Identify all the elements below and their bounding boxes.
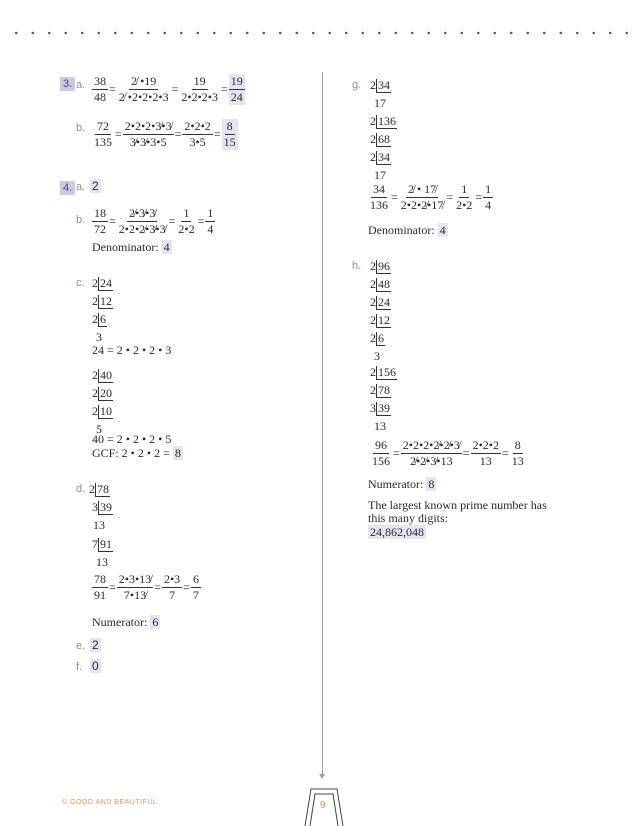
numerator-4d: Numerator: 6 xyxy=(92,615,159,629)
answer-4f: 0 xyxy=(92,659,99,673)
factor-ladder-136: 2 136 2 68 2 34 17 xyxy=(370,114,396,182)
problem-4c-label: c. xyxy=(76,277,85,289)
problem-4d-label: d. xyxy=(76,483,86,495)
problem-3-number: 3. xyxy=(60,76,75,91)
factor-ladder-96: 2 96 2 48 2 24 2 12 2 6 3 xyxy=(370,259,390,363)
gcf-line: GCF: 2 • 2 • 2 = 8 xyxy=(92,446,181,460)
problem-4-number: 4. xyxy=(60,180,75,195)
equation-40: 40 = 2 • 2 • 2 • 5 xyxy=(92,432,172,446)
problem-4d-work: $\frac{78}{91}$ = $\frac{2•3•13̸}{7•13̸}$ = $\frac{2•3}{7}$ = $\frac{6}{7}$ xyxy=(94,572,199,602)
problem-4f-label: f. xyxy=(76,661,83,673)
prime-fact: The largest known prime number has this many digits: 24,862,048 xyxy=(368,498,547,539)
dotted-border xyxy=(8,31,630,35)
answer-3a: $\frac{19}{24}$ xyxy=(230,74,243,104)
answer-3b: $\frac{8}{15}$ xyxy=(223,119,236,149)
column-divider xyxy=(322,72,323,777)
factor-ladder-34: 2 34 17 xyxy=(370,78,390,110)
answer-4a: 2 xyxy=(92,179,99,193)
footer-copyright: © GOOD AND BEAUTIFUL xyxy=(62,799,158,806)
factor-ladder-24: 2 24 2 12 2 6 3 xyxy=(92,276,112,344)
problem-3a-label: a. xyxy=(76,79,86,91)
problem-g-work: $\frac{34}{136}$ = $\frac{2̸ • 17̸}{2•2•2̸•17̸}$ = $\frac{1}{2•2}$ = $\frac{1}{4}$ xyxy=(370,182,492,212)
factor-ladder-78: 2 78 3 39 13 xyxy=(89,482,112,532)
problem-3b-work: $\frac{72}{135}$ = $\frac{2•2•2•3̸•3̸}{3̸•3̸•3•5}$ = $\frac{2•2•2}{3•5}$ = $\frac{8}{15}$ xyxy=(94,119,236,149)
numerator-h: Numerator: 8 xyxy=(368,477,435,491)
problem-3b-label: b. xyxy=(76,122,86,134)
factor-ladder-156: 2 156 2 78 3 39 13 xyxy=(370,365,396,433)
denominator-g: Denominator: 4 xyxy=(368,223,446,237)
page-number: 9 xyxy=(320,800,326,811)
factor-ladder-40: 2 40 2 20 2 10 5 xyxy=(92,368,112,436)
problem-4e-label: e. xyxy=(76,640,86,652)
divider-arrow-icon xyxy=(319,774,325,779)
denominator-4b: Denominator: 4 xyxy=(92,240,170,254)
problem-h-label: h. xyxy=(352,260,362,272)
problem-3a-work: $\frac{38}{48}$ = $\frac{2̸ •19}{2̸ •2•2•2•3}$ = $\frac{19}{2•2•2•3}$ = $\frac{19}{24}$ xyxy=(94,74,243,104)
problem-4a-label: a. xyxy=(76,181,86,193)
problem-g-label: g. xyxy=(352,79,362,91)
factor-ladder-91: 7 91 13 xyxy=(92,537,112,569)
problem-4b-work: $\frac{18}{72}$ = $\frac{2̸•3̸•3̸}{2•2•2̸•3̸•3̸}$ = $\frac{1}{2•2}$ = $\frac{1}{4}$ xyxy=(94,206,214,236)
answer-4e: 2 xyxy=(92,638,99,652)
equation-24: 24 = 2 • 2 • 2 • 3 xyxy=(92,343,172,357)
problem-h-work: $\frac{96}{156}$ = $\frac{2•2•2•2̸•2̸•3̸}{2̸•2̸•3̸•13}$ = $\frac{2•2•2}{13}$ = $\frac{8}{13}$ xyxy=(372,438,524,468)
problem-4b-label: b. xyxy=(76,214,86,226)
